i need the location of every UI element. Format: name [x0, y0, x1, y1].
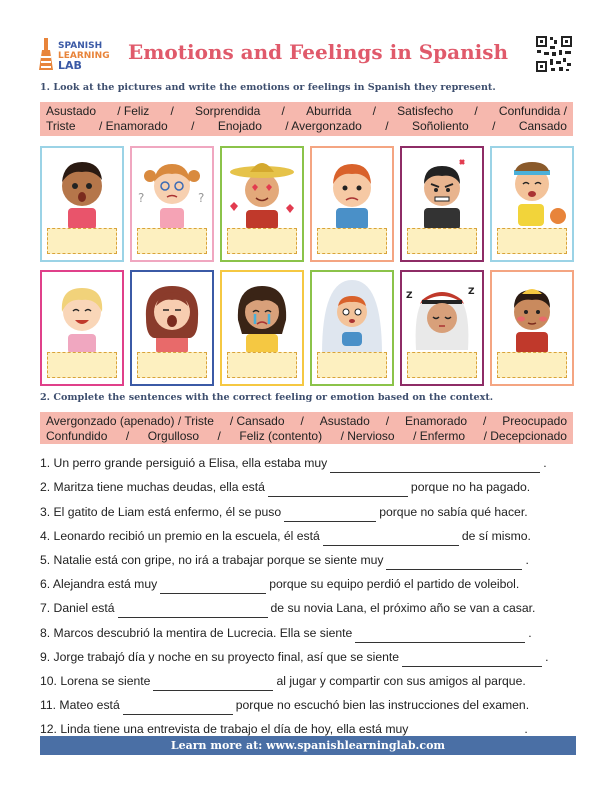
- picture-card-8: [130, 270, 214, 386]
- word-bank-item: Asustado: [46, 104, 97, 118]
- sentence-item: [40, 570, 572, 594]
- logo-text: [58, 41, 110, 71]
- sentence-item: [40, 473, 572, 497]
- sentence-text-after: .: [543, 456, 547, 471]
- word-bank-item: Triste: [46, 119, 76, 133]
- answer-box[interactable]: [47, 228, 117, 254]
- sentence-text-before: 10. Lorena se siente: [40, 673, 151, 688]
- yawning-girl-icon: [132, 274, 212, 354]
- word-bank-item: Cansado: [518, 119, 567, 133]
- picture-card-5: [400, 146, 484, 262]
- word-bank-item: Soñoliento: [411, 119, 469, 133]
- answer-box[interactable]: [317, 352, 387, 378]
- word-bank-separator: /: [372, 104, 376, 118]
- sentence-text-after: porque no sabía qué hacer.: [379, 504, 528, 519]
- word-bank-separator: /: [281, 104, 285, 118]
- confused-girl-icon: [132, 150, 212, 230]
- answer-blank[interactable]: [153, 677, 273, 691]
- answer-box[interactable]: [317, 228, 387, 254]
- picture-card-12: [490, 270, 574, 386]
- answer-blank[interactable]: [268, 483, 408, 497]
- word-bank-separator: /: [385, 119, 389, 133]
- sentence-text-after: de sí mismo.: [461, 528, 531, 543]
- word-bank-item: Sorprendida: [194, 104, 261, 118]
- word-bank-separator: /: [492, 119, 496, 133]
- svg-text:?: ?: [138, 191, 145, 205]
- word-bank-item: / Enfermo: [413, 429, 466, 443]
- crying-girl-icon: [222, 274, 302, 354]
- picture-card-2: [130, 146, 214, 262]
- word-bank-item: / Decepcionado: [483, 429, 567, 443]
- sentence-item: [40, 522, 572, 546]
- word-bank-separator: /: [474, 104, 478, 118]
- footer-link[interactable]: Learn more at: www.spanishlearninglab.com: [40, 736, 576, 755]
- sentence-item: [40, 497, 572, 521]
- word-bank-item: / Enamorado: [98, 119, 168, 133]
- sentence-text-before: 12. Linda tiene una entrevista de trabajo el día de hoy, ella está muy: [40, 722, 409, 737]
- picture-card-3: [220, 146, 304, 262]
- answer-box[interactable]: [227, 352, 297, 378]
- logo-line-3: LAB: [58, 59, 82, 72]
- word-bank-separator: /: [217, 429, 221, 443]
- sentence-text-before: 11. Mateo está: [40, 698, 120, 713]
- sentence-text-after: .: [525, 552, 529, 567]
- word-bank-separator: /: [125, 429, 130, 443]
- logo: [38, 38, 124, 74]
- answer-blank[interactable]: [160, 580, 266, 594]
- sentence-text-after: .: [524, 722, 528, 737]
- sentence-text-after: porque no escuchó bien las instrucciones del examen.: [235, 698, 530, 713]
- answer-box[interactable]: [227, 228, 297, 254]
- sentence-text-before: 9. Jorge trabajó día y noche en su proyecto final, así que se siente: [40, 649, 400, 664]
- answer-blank[interactable]: [323, 532, 459, 546]
- sentence-text-before: 7. Daniel está: [40, 601, 115, 616]
- answer-blank[interactable]: [402, 653, 542, 667]
- word-bank-1-row-1: [46, 104, 567, 119]
- word-bank-item: Confundida /: [498, 104, 567, 118]
- sentence-text-before: 4. Leonardo recibió un premio en la escuela, él está: [40, 528, 320, 543]
- sentence-text-before: 8. Marcos descubrió la mentira de Lucrecia. Ella se siente: [40, 625, 353, 640]
- answer-blank[interactable]: [355, 629, 525, 643]
- picture-card-6: [490, 146, 574, 262]
- picture-card-11: [400, 270, 484, 386]
- sentence-item: [40, 449, 572, 473]
- svg-text:Z: Z: [468, 287, 475, 297]
- sentence-item: [40, 691, 572, 715]
- logo-line-2: LEARNING: [58, 51, 110, 61]
- picture-card-1: [40, 146, 124, 262]
- picture-card-10: [310, 270, 394, 386]
- answer-box[interactable]: [47, 352, 117, 378]
- sentence-list: [40, 449, 572, 739]
- sentence-item: [40, 643, 572, 667]
- answer-blank[interactable]: [284, 508, 376, 522]
- in-love-boy-sombrero-icon: [222, 150, 302, 230]
- picture-card-7: [40, 270, 124, 386]
- answer-box[interactable]: [137, 228, 207, 254]
- sentence-text-before: 6. Alejandra está muy: [40, 577, 158, 592]
- sad-redhead-boy-icon: [312, 150, 392, 230]
- answer-blank[interactable]: [123, 701, 233, 715]
- word-bank-2-row-2: [46, 429, 567, 444]
- word-bank-separator: /: [483, 414, 487, 428]
- embarrassed-boy-icon: [492, 274, 572, 354]
- answer-box[interactable]: [407, 228, 477, 254]
- word-bank-2: [40, 412, 573, 444]
- word-bank-item: Asustado: [319, 414, 370, 428]
- qr-code-icon: [534, 34, 574, 74]
- picture-card-9: [220, 270, 304, 386]
- scared-boy-blanket-icon: [312, 274, 392, 354]
- answer-box[interactable]: [137, 352, 207, 378]
- section-2-instruction: 2. Complete the sentences with the correct feeling or emotion based on the context.: [40, 392, 494, 403]
- sentence-text-after: al jugar y compartir con sus amigos al parque.: [276, 673, 526, 688]
- answer-box[interactable]: [497, 352, 567, 378]
- page-title: Emotions and Feelings in Spanish: [128, 40, 509, 64]
- word-bank-separator: /: [300, 414, 304, 428]
- word-bank-item: Aburrida: [306, 104, 352, 118]
- sentence-text-after: de su novia Lana, el próximo año se van a casar.: [270, 601, 536, 616]
- word-bank-2-row-1: [46, 414, 567, 429]
- word-bank-item: Satisfecho: [397, 104, 454, 118]
- word-bank-item: Preocupado: [502, 414, 567, 428]
- sentence-text-after: porque su equipo perdió el partido de voleibol.: [269, 577, 520, 592]
- tired-athlete-boy-icon: [492, 150, 572, 230]
- sentence-text-before: 1. Un perro grande persiguió a Elisa, ella estaba muy: [40, 456, 328, 471]
- sentence-text-before: 5. Natalie está con gripe, no irá a trabajar porque se siente muy: [40, 552, 384, 567]
- word-bank-item: Confundido: [46, 429, 108, 443]
- word-bank-item: / Feliz: [117, 104, 150, 118]
- word-bank-item: Enojado: [217, 119, 262, 133]
- sentence-text-before: 3. El gatito de Liam está enfermo, él se puso: [40, 504, 282, 519]
- word-bank-1-row-2: [46, 119, 567, 134]
- sentence-text-after: porque no ha pagado.: [410, 480, 531, 495]
- sleepy-boy-icon: [402, 274, 482, 354]
- answer-blank[interactable]: [386, 556, 522, 570]
- word-bank-item: / Cansado: [229, 414, 285, 428]
- sentence-item: [40, 618, 572, 642]
- word-bank-item: Avergonzado (apenado) / Triste: [46, 414, 214, 428]
- word-bank-item: Orgulloso: [147, 429, 200, 443]
- svg-text:Z: Z: [406, 291, 413, 301]
- word-bank-item: / Nervioso: [340, 429, 395, 443]
- word-bank-item: / Avergonzado: [285, 119, 362, 133]
- logo-line-1: SPANISH: [58, 41, 103, 51]
- happy-blonde-girl-icon: [42, 274, 122, 354]
- flask-logo-icon: [38, 38, 54, 72]
- sentence-text-after: .: [528, 625, 532, 640]
- answer-blank[interactable]: [118, 604, 268, 618]
- word-bank-separator: /: [385, 414, 390, 428]
- sentence-text-before: 2. Maritza tiene muchas deudas, ella está: [40, 480, 265, 495]
- word-bank-item: Feliz (contento): [239, 429, 323, 443]
- sentence-item: [40, 594, 572, 618]
- word-bank-separator: /: [170, 104, 174, 118]
- answer-blank[interactable]: [330, 459, 540, 473]
- sentence-item: [40, 546, 572, 570]
- word-bank-item: Enamorado: [405, 414, 468, 428]
- word-bank-separator: /: [191, 119, 195, 133]
- sentence-text-after: .: [545, 649, 549, 664]
- answer-box[interactable]: [497, 228, 567, 254]
- section-1-instruction: 1. Look at the pictures and write the emotions or feelings in Spanish they represent.: [40, 82, 496, 93]
- sentence-item: [40, 667, 572, 691]
- word-bank-1: [40, 102, 573, 136]
- answer-box[interactable]: [407, 352, 477, 378]
- picture-card-4: [310, 146, 394, 262]
- angry-boy-icon: [402, 150, 482, 230]
- svg-text:?: ?: [198, 191, 205, 205]
- surprised-boy-icon: [42, 150, 122, 230]
